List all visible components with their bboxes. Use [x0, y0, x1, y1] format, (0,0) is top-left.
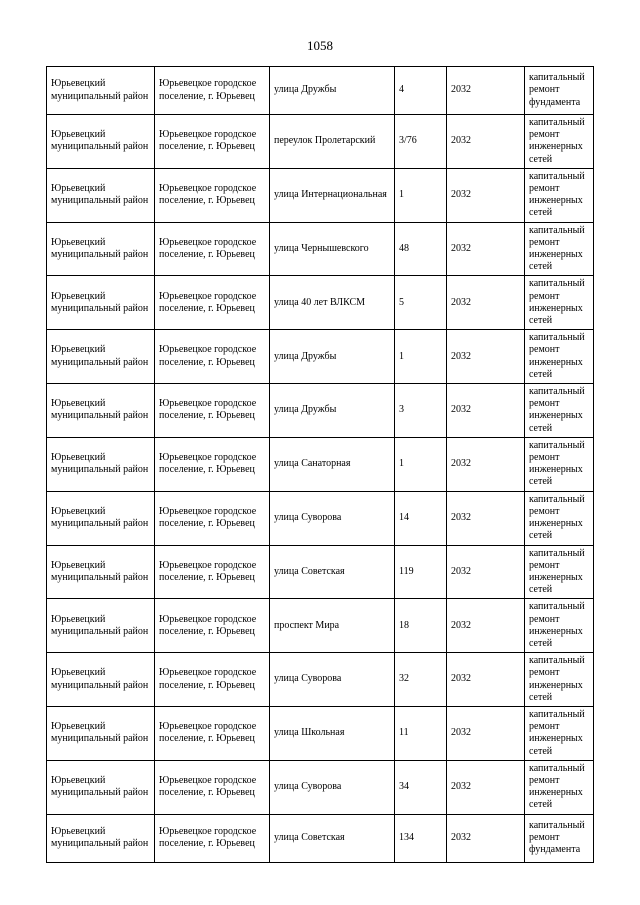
- table-row: [47, 706, 594, 760]
- settlement-cell: Юрьевецкое городское поселение, г. Юрьевец: [155, 67, 270, 115]
- year-cell: 2032: [447, 384, 525, 438]
- district-cell: Юрьевецкий муниципальный район: [47, 115, 155, 169]
- district-cell: Юрьевецкий муниципальный район: [47, 168, 155, 222]
- district-cell: Юрьевецкий муниципальный район: [47, 599, 155, 653]
- street-cell: улица Санаторная: [270, 437, 395, 491]
- year-cell: 2032: [447, 599, 525, 653]
- year-cell: 2032: [447, 814, 525, 862]
- street-cell: улица Суворова: [270, 653, 395, 707]
- settlement-cell: Юрьевецкое городское поселение, г. Юрьевец: [155, 276, 270, 330]
- street-cell: улица Советская: [270, 814, 395, 862]
- work-type-cell: капитальный ремонт инженерных сетей: [525, 760, 594, 814]
- work-type-cell: капитальный ремонт фундамента: [525, 67, 594, 115]
- district-cell: Юрьевецкий муниципальный район: [47, 276, 155, 330]
- house-number-cell: 34: [395, 760, 447, 814]
- house-number-cell: 3: [395, 384, 447, 438]
- house-number-cell: 32: [395, 653, 447, 707]
- work-type-cell: капитальный ремонт инженерных сетей: [525, 330, 594, 384]
- settlement-cell: Юрьевецкое городское поселение, г. Юрьевец: [155, 706, 270, 760]
- table-row: [47, 814, 594, 862]
- street-cell: улица Суворова: [270, 760, 395, 814]
- settlement-cell: Юрьевецкое городское поселение, г. Юрьевец: [155, 653, 270, 707]
- settlement-cell: Юрьевецкое городское поселение, г. Юрьевец: [155, 599, 270, 653]
- year-cell: 2032: [447, 437, 525, 491]
- district-cell: Юрьевецкий муниципальный район: [47, 814, 155, 862]
- house-number-cell: 134: [395, 814, 447, 862]
- work-type-cell: капитальный ремонт инженерных сетей: [525, 168, 594, 222]
- street-cell: улица Суворова: [270, 491, 395, 545]
- street-cell: улица Школьная: [270, 706, 395, 760]
- district-cell: Юрьевецкий муниципальный район: [47, 491, 155, 545]
- table-row: [47, 545, 594, 599]
- house-number-cell: 48: [395, 222, 447, 276]
- repair-schedule-table: [46, 66, 594, 863]
- settlement-cell: Юрьевецкое городское поселение, г. Юрьевец: [155, 115, 270, 169]
- year-cell: 2032: [447, 168, 525, 222]
- work-type-cell: капитальный ремонт инженерных сетей: [525, 222, 594, 276]
- work-type-cell: капитальный ремонт инженерных сетей: [525, 599, 594, 653]
- year-cell: 2032: [447, 330, 525, 384]
- street-cell: улица 40 лет ВЛКСМ: [270, 276, 395, 330]
- street-cell: улица Дружбы: [270, 67, 395, 115]
- table-row: [47, 222, 594, 276]
- district-cell: Юрьевецкий муниципальный район: [47, 330, 155, 384]
- house-number-cell: 11: [395, 706, 447, 760]
- street-cell: улица Дружбы: [270, 330, 395, 384]
- settlement-cell: Юрьевецкое городское поселение, г. Юрьевец: [155, 814, 270, 862]
- district-cell: Юрьевецкий муниципальный район: [47, 653, 155, 707]
- table-row: [47, 67, 594, 115]
- work-type-cell: капитальный ремонт инженерных сетей: [525, 437, 594, 491]
- table-row: [47, 330, 594, 384]
- district-cell: Юрьевецкий муниципальный район: [47, 384, 155, 438]
- street-cell: улица Интернациональная: [270, 168, 395, 222]
- house-number-cell: 119: [395, 545, 447, 599]
- district-cell: Юрьевецкий муниципальный район: [47, 222, 155, 276]
- settlement-cell: Юрьевецкое городское поселение, г. Юрьевец: [155, 330, 270, 384]
- work-type-cell: капитальный ремонт инженерных сетей: [525, 653, 594, 707]
- year-cell: 2032: [447, 67, 525, 115]
- street-cell: улица Чернышевского: [270, 222, 395, 276]
- district-cell: Юрьевецкий муниципальный район: [47, 706, 155, 760]
- table-row: [47, 115, 594, 169]
- district-cell: Юрьевецкий муниципальный район: [47, 67, 155, 115]
- table-body: [47, 67, 594, 863]
- year-cell: 2032: [447, 706, 525, 760]
- work-type-cell: капитальный ремонт инженерных сетей: [525, 545, 594, 599]
- work-type-cell: капитальный ремонт инженерных сетей: [525, 276, 594, 330]
- house-number-cell: 3/76: [395, 115, 447, 169]
- street-cell: улица Советская: [270, 545, 395, 599]
- house-number-cell: 1: [395, 168, 447, 222]
- settlement-cell: Юрьевецкое городское поселение, г. Юрьевец: [155, 168, 270, 222]
- district-cell: Юрьевецкий муниципальный район: [47, 545, 155, 599]
- settlement-cell: Юрьевецкое городское поселение, г. Юрьевец: [155, 545, 270, 599]
- year-cell: 2032: [447, 653, 525, 707]
- house-number-cell: 1: [395, 330, 447, 384]
- district-cell: Юрьевецкий муниципальный район: [47, 760, 155, 814]
- year-cell: 2032: [447, 222, 525, 276]
- work-type-cell: капитальный ремонт инженерных сетей: [525, 706, 594, 760]
- district-cell: Юрьевецкий муниципальный район: [47, 437, 155, 491]
- settlement-cell: Юрьевецкое городское поселение, г. Юрьевец: [155, 491, 270, 545]
- house-number-cell: 4: [395, 67, 447, 115]
- house-number-cell: 1: [395, 437, 447, 491]
- year-cell: 2032: [447, 545, 525, 599]
- page-number: 1058: [307, 38, 333, 53]
- settlement-cell: Юрьевецкое городское поселение, г. Юрьевец: [155, 760, 270, 814]
- year-cell: 2032: [447, 491, 525, 545]
- table-row: [47, 437, 594, 491]
- work-type-cell: капитальный ремонт инженерных сетей: [525, 115, 594, 169]
- table-row: [47, 384, 594, 438]
- street-cell: переулок Пролетарский: [270, 115, 395, 169]
- table-row: [47, 168, 594, 222]
- work-type-cell: капитальный ремонт фундамента: [525, 814, 594, 862]
- house-number-cell: 18: [395, 599, 447, 653]
- settlement-cell: Юрьевецкое городское поселение, г. Юрьевец: [155, 222, 270, 276]
- work-type-cell: капитальный ремонт инженерных сетей: [525, 491, 594, 545]
- year-cell: 2032: [447, 276, 525, 330]
- table-row: [47, 599, 594, 653]
- settlement-cell: Юрьевецкое городское поселение, г. Юрьевец: [155, 437, 270, 491]
- table-row: [47, 276, 594, 330]
- settlement-cell: Юрьевецкое городское поселение, г. Юрьевец: [155, 384, 270, 438]
- house-number-cell: 5: [395, 276, 447, 330]
- street-cell: проспект Мира: [270, 599, 395, 653]
- table-row: [47, 491, 594, 545]
- year-cell: 2032: [447, 115, 525, 169]
- house-number-cell: 14: [395, 491, 447, 545]
- table-row: [47, 760, 594, 814]
- year-cell: 2032: [447, 760, 525, 814]
- work-type-cell: капитальный ремонт инженерных сетей: [525, 384, 594, 438]
- street-cell: улица Дружбы: [270, 384, 395, 438]
- table-row: [47, 653, 594, 707]
